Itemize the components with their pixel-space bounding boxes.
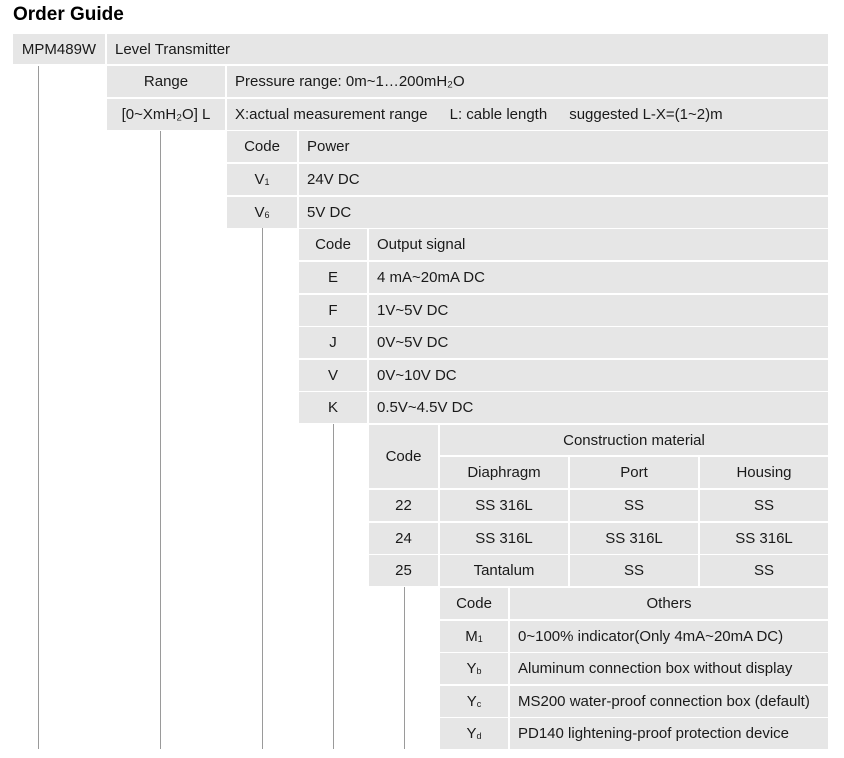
material-row-housing: SS bbox=[753, 562, 774, 579]
others-row-value-cell bbox=[510, 686, 828, 717]
output-row-value-cell bbox=[369, 360, 828, 391]
output-row-code-cell bbox=[299, 262, 367, 293]
material-row-port: SS bbox=[623, 562, 644, 579]
power-row-code-cell bbox=[227, 197, 297, 228]
material-row-diaphragm: SS 316L bbox=[475, 530, 533, 547]
output-row-value-cell bbox=[369, 262, 828, 293]
others-row-value: PD140 lightening-proof protection device bbox=[518, 725, 790, 742]
material-row-code-cell bbox=[369, 523, 438, 554]
others-row-code-cell bbox=[440, 718, 508, 749]
output-code-header-cell bbox=[299, 229, 367, 260]
others-row-value-cell bbox=[510, 718, 828, 749]
material-column-header bbox=[700, 457, 828, 488]
others-row-code: $Y_d$ bbox=[466, 725, 482, 742]
material-row-housing: SS bbox=[753, 497, 774, 514]
material-row-diaphragm-cell bbox=[440, 490, 568, 521]
material-row-code: 25 bbox=[395, 562, 412, 579]
output-row-code: F bbox=[328, 302, 338, 319]
material-row-code-cell bbox=[369, 555, 438, 586]
output-header: Output signal bbox=[377, 236, 466, 253]
model-code: MPM489W bbox=[21, 40, 97, 58]
material-column-label: Diaphragm bbox=[467, 464, 541, 481]
power-header-cell bbox=[299, 131, 828, 162]
connector-line-model bbox=[38, 66, 39, 749]
material-column-header bbox=[570, 457, 698, 488]
material-row-code-cell bbox=[369, 490, 438, 521]
material-row-code: 22 bbox=[395, 497, 412, 514]
power-code-header: Code bbox=[244, 138, 280, 155]
others-row-code: $Y_b$ bbox=[466, 660, 482, 677]
output-row-value-cell bbox=[369, 327, 828, 358]
material-code-header: Code bbox=[385, 448, 422, 465]
connector-line-output bbox=[333, 424, 334, 749]
output-row-value: 4 mA~20mA DC bbox=[377, 269, 485, 286]
others-row-value-cell bbox=[510, 621, 828, 652]
material-row-diaphragm: SS 316L bbox=[475, 497, 533, 514]
material-row-port: SS 316L bbox=[605, 530, 663, 547]
material-row-code: 24 bbox=[395, 530, 412, 547]
material-row-diaphragm: Tantalum bbox=[473, 562, 535, 579]
material-row-port-cell bbox=[570, 555, 698, 586]
material-row-housing: SS 316L bbox=[735, 530, 793, 547]
output-row-code: V bbox=[327, 367, 338, 384]
others-row-value: MS200 water-proof connection box (default) bbox=[518, 693, 810, 710]
others-header: Others bbox=[646, 595, 692, 612]
model-name: Level Transmitter bbox=[115, 40, 231, 58]
material-row-housing-cell bbox=[700, 555, 828, 586]
material-header: Construction material bbox=[563, 431, 705, 449]
others-row-value: Aluminum connection box without display bbox=[518, 660, 793, 677]
power-row-code: $V_1$ bbox=[254, 171, 270, 188]
range-label: Range bbox=[143, 73, 189, 90]
output-row-code-cell bbox=[299, 295, 367, 326]
others-row-code-cell bbox=[440, 621, 508, 652]
output-row-code-cell bbox=[299, 327, 367, 358]
connector-line-power bbox=[262, 228, 263, 749]
output-row-value: 0V~10V DC bbox=[377, 367, 457, 384]
power-row-code-cell bbox=[227, 164, 297, 195]
output-row-value: 0V~5V DC bbox=[377, 334, 449, 351]
others-row-value-cell bbox=[510, 653, 828, 684]
others-row-code-cell bbox=[440, 686, 508, 717]
output-row-code: J bbox=[329, 334, 337, 351]
range-note-l: L: cable length bbox=[449, 106, 548, 123]
others-header-cell bbox=[510, 588, 828, 619]
range-note-suggest: suggested L-X=(1~2)m bbox=[569, 106, 723, 123]
output-header-cell bbox=[369, 229, 828, 260]
connector-line-material bbox=[404, 587, 405, 749]
material-code-header-cell bbox=[369, 425, 438, 488]
power-code-header-cell bbox=[227, 131, 297, 162]
others-row-code: $M_1$ bbox=[465, 628, 483, 645]
output-row-code-cell bbox=[299, 360, 367, 391]
material-column-label: Port bbox=[620, 464, 648, 481]
range-note-x: X:actual measurement range bbox=[235, 106, 428, 123]
power-row-value: 5V DC bbox=[307, 204, 352, 221]
output-row-value-cell bbox=[369, 392, 828, 423]
range-notes-cell bbox=[227, 99, 828, 130]
material-row-diaphragm-cell bbox=[440, 555, 568, 586]
material-header-cell bbox=[440, 425, 828, 455]
material-row-port-cell bbox=[570, 523, 698, 554]
output-row-code-cell bbox=[299, 392, 367, 423]
others-code-header-cell bbox=[440, 588, 508, 619]
output-code-header: Code bbox=[315, 236, 351, 253]
range-description: Pressure range: 0m~1…200mH₂O bbox=[235, 73, 465, 90]
connector-line-range bbox=[160, 131, 161, 749]
material-row-diaphragm-cell bbox=[440, 523, 568, 554]
output-row-value: 1V~5V DC bbox=[377, 302, 449, 319]
model-code-cell bbox=[13, 34, 105, 64]
power-row-value-cell bbox=[299, 164, 828, 195]
output-row-code: K bbox=[327, 399, 338, 416]
range-code-cell bbox=[107, 99, 225, 130]
material-column-header bbox=[440, 457, 568, 488]
output-row-value: 0.5V~4.5V DC bbox=[377, 399, 474, 416]
material-row-housing-cell bbox=[700, 523, 828, 554]
material-column-label: Housing bbox=[736, 464, 792, 481]
model-name-cell bbox=[107, 34, 828, 64]
page-title: Order Guide bbox=[13, 4, 124, 25]
range-description-cell bbox=[227, 66, 828, 97]
material-row-housing-cell bbox=[700, 490, 828, 521]
material-row-port: SS bbox=[623, 497, 644, 514]
power-row-value: 24V DC bbox=[307, 171, 360, 188]
output-row-value-cell bbox=[369, 295, 828, 326]
others-row-code-cell bbox=[440, 653, 508, 684]
others-row-code: $Y_c$ bbox=[466, 693, 482, 710]
range-label-cell bbox=[107, 66, 225, 97]
power-header: Power bbox=[307, 138, 350, 155]
others-row-value: 0~100% indicator(Only 4mA~20mA DC) bbox=[518, 628, 784, 645]
power-row-value-cell bbox=[299, 197, 828, 228]
range-code: [0~XmH₂O] L bbox=[121, 106, 211, 123]
power-row-code: $V_6$ bbox=[254, 204, 270, 221]
others-code-header: Code bbox=[456, 595, 492, 612]
output-row-code: E bbox=[327, 269, 338, 286]
material-row-port-cell bbox=[570, 490, 698, 521]
